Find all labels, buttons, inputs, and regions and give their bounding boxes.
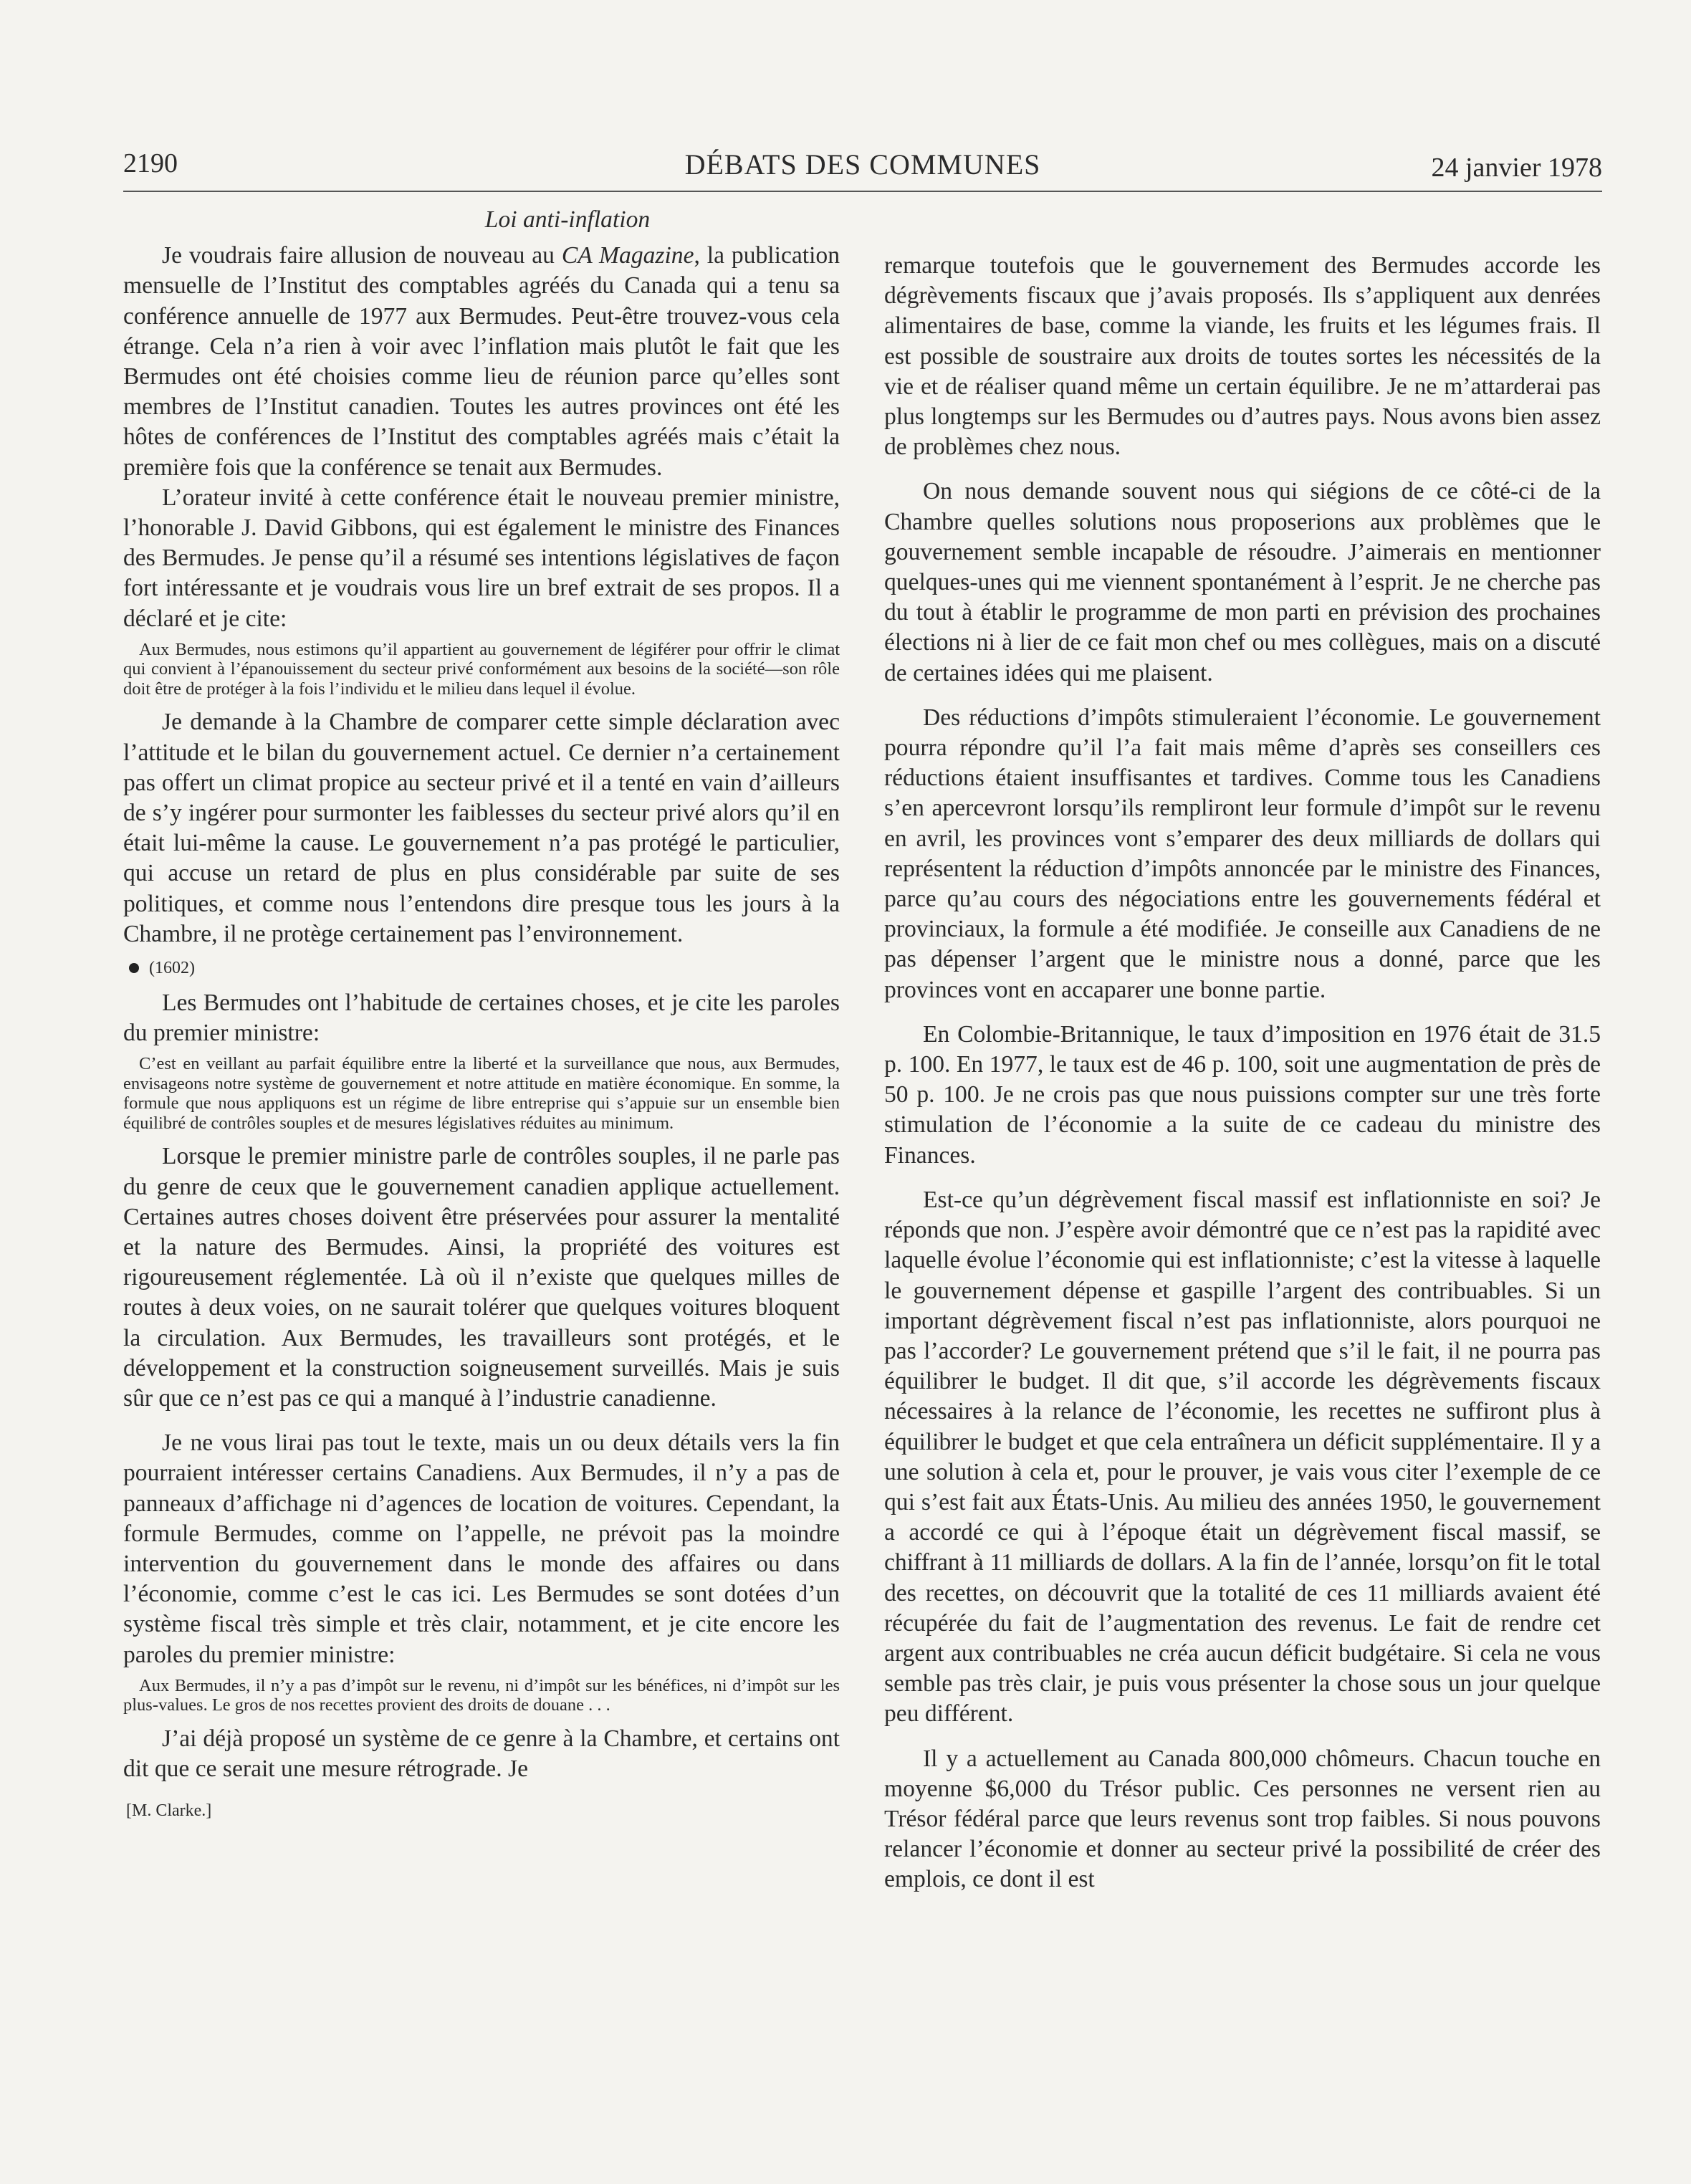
paragraph: Des réductions d’impôts stimuleraient l’économie. Le gouvernement pourra répondre qu’il l’a fait mais même d’après ses conseillers ces réductions étaient insuffisantes et tardives. Comme tous les Canadiens s’en apercevront lorsqu’ils rempliront leur formule d’impôt sur le revenu en avril, les provinces vont s’emparer des deux milliards de dollars qui représentent la réduction d’impôts annoncée par le ministre des Finances, parce qu’au cours des négociations entre les gouvernements fédéral et provinciaux, la formule a été modifiée. Je conseille aux Canadiens de ne pas dépenser l’argent que le ministre nous a donné, parce que les provinces vont en accaparer une bonne partie. xyxy=(884,704,1601,1003)
paragraph: Je ne vous lirai pas tout le texte, mais un ou deux détails vers la fin pourraient intéresser certains Canadiens. Aux Bermudes, il n’y a pas de panneaux d’affichage ni d’agences de location de voitures. Cependant, la formule Bermudes, comme on l’appelle, ne prévoit pas la moindre intervention du gouvernement dans le monde des affaires ou dans l’économie, comme c’est le cas ici. Les Bermudes se sont dotées d’un système fiscal très simple et très clair, notamment, et je cite encore les paroles du premier ministre: xyxy=(123,1429,840,1668)
section-title: Loi anti-inflation xyxy=(484,206,651,233)
right-column xyxy=(884,251,1601,1895)
block-quote: Aux Bermudes, il n’y a pas d’impôt sur le revenu, ni d’impôt sur les bénéfices, ni d’impôt sur les plus-values. Le gros de nos recettes provient des droits de douane . . . xyxy=(123,1675,840,1715)
paragraph: L’orateur invité à cette conférence était le nouveau premier ministre, l’honorable J. David Gibbons, qui est également le ministre des Finances des Bermudes. Je pense qu’il a résumé ses intentions législatives de façon fort intéressante et je voudrais vous lire un bref extrait de ses propos. Il a déclaré et je cite: xyxy=(123,484,840,632)
block-quote: C’est en veillant au parfait équilibre entre la liberté et la surveillance que nous, aux Bermudes, envisageons notre système de gouvernement et notre attitude en matière économique. En somme, la formule que nous appliquons est un régime de libre entreprise qui s’appuie sur un ensemble bien équilibré de contrôles souples et de mesures législatives réduites au minimum. xyxy=(123,1054,840,1133)
page-header xyxy=(123,148,1602,192)
paragraph: Est-ce qu’un dégrèvement fiscal massif est inflationniste en soi? Je réponds que non. J’espère avoir démontré que ce n’est pas la rapidité avec laquelle évolue l’économie qui est inflationniste; c’est la vitesse à laquelle le gouvernement dépense et gaspille l’argent des contribuables. Si un important dégrèvement fiscal n’est pas inflationniste, alors pourquoi ne pas l’accorder? Le gouvernement prétend que s’il le fait, il ne pourra pas équilibrer le budget. Il dit que, s’il accorde les dégrèvements fiscaux nécessaires à la relance de l’économie, les recettes ne suffiront plus à équilibrer le budget et que cela entraînera un déficit supplémentaire. Il y a une solution à cela et, pour le prouver, je vais vous citer l’exemple de ce qui s’est fait aux États-Unis. Au milieu des années 1950, le gouvernement a accordé ce qui à l’époque était un dégrèvement fiscal massif, se chiffrant à 11 milliards de dollars. A la fin de l’année, lorsqu’on fit le total des recettes, on découvrit que la totalité de ces 11 milliards avaient été récupérée du fait de l’augmentation des revenus. Le fait de rendre cet argent aux contribuables ne créa aucun déficit budgétaire. Si cela ne vous semble pas très clair, je puis vous présenter la chose sous un jour quelque peu différent. xyxy=(884,1186,1601,1728)
paragraph: Je voudrais faire allusion de nouveau au CA Magazine, la publication mensuelle de l’Institut des comptables agréés du Canada qui a tenu sa conférence annuelle de 1977 aux Bermudes. Peut-être trouvez-vous cela étrange. Cela n’a rien à voir avec l’inflation mais plutôt le fait que les Bermudes ont été choisies comme lieu de réunion parce qu’elles sont membres de l’Institut canadien. Toutes les autres provinces ont été les hôtes de conférences de l’Institut des comptables agréés mais c’était la première fois que la conférence se tenait aux Bermudes. xyxy=(123,242,840,481)
paragraph: J’ai déjà proposé un système de ce genre à la Chambre, et certains ont dit que ce serait une mesure rétrograde. Je xyxy=(123,1725,840,1783)
paragraph: En Colombie-Britannique, le taux d’imposition en 1976 était de 31.5 p. 100. En 1977, le taux est de 46 p. 100, soit une augmentation de près de 50 p. 100. Je ne crois pas que nous puissions compter sur une très forte stimulation de l’économie a la suite de ce cadeau du ministre des Finances. xyxy=(884,1020,1601,1169)
page-number: 2190 xyxy=(123,148,178,178)
magazine-title: CA Magazine xyxy=(561,242,694,269)
paragraph: Il y a actuellement au Canada 800,000 chômeurs. Chacun touche en moyenne $6,000 du Trésor public. Ces personnes ne versent rien au Trésor fédéral parce que leurs revenus sont trop faibles. Si nous pouvons relancer l’économie et donner au secteur privé la possibilité de créer des emplois, ce dont il est xyxy=(884,1745,1601,1893)
bullet-icon xyxy=(129,963,139,973)
paragraph: Lorsque le premier ministre parle de contrôles souples, il ne parle pas du genre de ceux que le gouvernement canadien applique actuellement. Certaines autres choses doivent être préservées pour assurer la mentalité et la nature des Bermudes. Ainsi, la propriété des voitures est rigoureusement réglementée. Là où il n’existe que quelques milles de routes à deux voies, on ne saurait tolérer que quelques voitures bloquent la circulation. Aux Bermudes, les travailleurs sont protégés, et le développement et la construction soigneusement surveillés. Mais je suis sûr que ce n’est pas ce qui a manqué à l’industrie canadienne. xyxy=(123,1143,840,1412)
paragraph: remarque toutefois que le gouvernement des Bermudes accorde les dégrèvements fiscaux que j’avais proposés. Ils s’appliquent aux denrées alimentaires de base, comme la viande, les fruits et les légumes frais. Il est possible de soustraire aux droits de toutes sortes les nécessités de la vie et de réaliser quand même un certain équilibre. Je ne m’attarderai pas plus longtemps sur les Bermudes ou d’autres pays. Nous avons bien assez de problèmes chez nous. xyxy=(884,252,1601,461)
left-column xyxy=(123,205,840,1826)
time-marker xyxy=(129,957,840,980)
block-quote: Aux Bermudes, nous estimons qu’il appartient au gouvernement de légiférer pour offrir le climat qui convient à l’épanouissement du secteur privé conformément aux besoins de la société—son rôle doit être de protéger à la fois l’individu et le milieu dans lequel il évolue. xyxy=(123,639,840,699)
paragraph: On nous demande souvent nous qui siégions de ce côté-ci de la Chambre quelles solutions nous proposerions aux problèmes que le gouvernement semble incapable de résoudre. J’aimerais en mentionner quelques-unes qui me viennent spontanément à l’esprit. Je ne cherche pas du tout à établir le programme de mon parti en prévision des prochaines élections ni à lier de ce fait mon chef ou mes collègues, mais on a discuté de certaines idées qui me plaisent. xyxy=(884,478,1601,686)
publication-date: 24 janvier 1978 xyxy=(1431,153,1602,183)
paragraph: Les Bermudes ont l’habitude de certaines choses, et je cite les paroles du premier ministre: xyxy=(123,989,840,1047)
speaker-label: [M. Clarke.] xyxy=(126,1801,212,1821)
paragraph: Je demande à la Chambre de comparer cette simple déclaration avec l’attitude et le bilan du gouvernement actuel. Ce dernier n’a certainement pas offert un climat propice au secteur privé et il a tenté en vain d’ailleurs de s’y ingérer pour surmonter les faiblesses du secteur privé alors qu’il en était lui-même la cause. Le gouvernement n’a pas protégé le particulier, qui accuse un retard de plus en plus considérable par suite de ses politiques, et comme nous l’entendons dire presque tous les jours à la Chambre, il ne protège certainement pas l’environnement. xyxy=(123,709,840,947)
publication-title: DÉBATS DES COMMUNES xyxy=(684,148,1041,181)
time-marker-label: (1602) xyxy=(149,958,195,977)
